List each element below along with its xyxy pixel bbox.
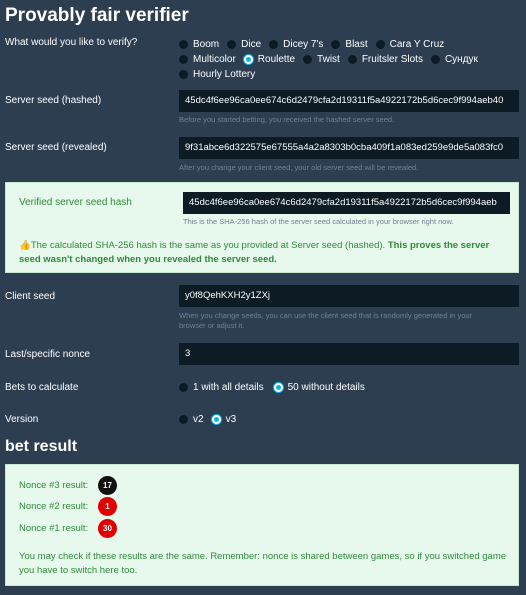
- bets-radio-1-with-all-details[interactable]: [179, 382, 264, 393]
- version-radio-v2[interactable]: [179, 414, 204, 425]
- page-title: Provably fair verifier: [5, 5, 189, 26]
- radio-label: Fruitsler Slots: [361, 54, 423, 65]
- verified-message: 👍The calculated SHA-256 hash is the same as you provided at Server seed (hashed). This proves the server seed wasn't changed when you revealed the server seed.: [19, 240, 490, 265]
- radio-dot-icon[interactable]: [431, 55, 440, 64]
- radio-label: Multicolor: [193, 54, 236, 65]
- nonce-label: Last/specific nonce: [5, 349, 91, 360]
- server-seed-hashed-input[interactable]: 45dc4f6ee96ca0ee674c6d2479cfa2d19311f5a4922172b5d6cec9f994aeb40: [179, 90, 519, 112]
- game-radio-fruitsler-slots[interactable]: [348, 54, 423, 65]
- radio-dot-icon[interactable]: [244, 55, 253, 64]
- radio-dot-icon[interactable]: [348, 55, 357, 64]
- bets-radio-50-without-details[interactable]: [274, 382, 365, 393]
- result-row: [19, 497, 219, 516]
- verified-hash-label: Verified server seed hash: [19, 197, 132, 208]
- result-row: [19, 519, 219, 538]
- verified-hash-input[interactable]: 45dc4f6ee96ca0ee674c6d2479cfa2d19311f5a4922172b5d6cec9f994aeb: [183, 192, 510, 214]
- radio-label: Dice: [241, 39, 262, 50]
- radio-label: Hourly Lottery: [193, 69, 256, 80]
- game-radio-twist[interactable]: [303, 54, 340, 65]
- result-panel: [5, 464, 519, 586]
- result-row-label: Nonce #3 result:: [19, 480, 89, 491]
- radio-label: Blast: [345, 39, 368, 50]
- version-label: Version: [5, 414, 39, 425]
- client-seed-hint: When you change seeds, you can use the client seed that is randomly generated in your browser or adjust it.: [179, 311, 473, 330]
- radio-dot-icon[interactable]: [179, 55, 188, 64]
- result-row: [19, 476, 219, 495]
- radio-dot-icon[interactable]: [212, 415, 221, 424]
- thumbs-up-icon: 👍: [19, 240, 31, 251]
- radio-label: v3: [225, 414, 237, 425]
- version-radio-v3[interactable]: [212, 414, 237, 425]
- radio-dot-icon[interactable]: [179, 40, 188, 49]
- radio-label: Cara Y Cruz: [389, 39, 445, 50]
- radio-dot-icon[interactable]: [303, 55, 312, 64]
- bets-label: Bets to calculate: [5, 382, 79, 393]
- radio-dot-icon[interactable]: [269, 40, 278, 49]
- client-seed-label: Client seed: [5, 291, 56, 302]
- game-radio-group: [179, 37, 519, 82]
- verified-hash-hint: This is the SHA-256 hash of the server seed calculated in your browser right now.: [183, 217, 454, 226]
- radio-label: Boom: [193, 39, 220, 50]
- radio-dot-icon[interactable]: [179, 70, 188, 79]
- game-radio-roulette[interactable]: [244, 54, 295, 65]
- nonce-input[interactable]: 3: [179, 343, 519, 365]
- client-seed-input[interactable]: y0f8QehKXH2y1ZXj: [179, 285, 519, 307]
- game-radio-boom[interactable]: [179, 39, 219, 50]
- radio-dot-icon[interactable]: [179, 415, 188, 424]
- radio-dot-icon[interactable]: [179, 383, 188, 392]
- bets-radio-group: [179, 382, 375, 393]
- radio-label: v2: [193, 414, 204, 425]
- radio-label: Twist: [317, 54, 340, 65]
- server-seed-revealed-label: Server seed (revealed): [5, 142, 107, 153]
- server-seed-revealed-hint: After you change your client seed, your old server seed will be revealed.: [179, 163, 419, 172]
- game-radio-cara-y-cruz[interactable]: [376, 39, 445, 50]
- verified-panel: [5, 182, 519, 273]
- result-number-badge: 30: [98, 519, 117, 538]
- server-seed-revealed-input[interactable]: 9f31abce6d322575e67555a4a2a8303b0cba409f1a083ed259e9de5a083fc0: [179, 137, 519, 159]
- version-radio-group: [179, 414, 244, 425]
- result-heading: bet result: [5, 438, 78, 455]
- radio-label: 50 without details: [287, 382, 365, 393]
- result-number-badge: 1: [98, 497, 117, 516]
- radio-label: Dicey 7's: [283, 39, 324, 50]
- server-seed-hashed-label: Server seed (hashed): [5, 95, 102, 106]
- result-note: You may check if these results are the same. Remember: nonce is shared between games, so if you switched game you have to switch here too.: [19, 551, 507, 576]
- radio-dot-icon[interactable]: [376, 40, 385, 49]
- server-seed-hashed-hint: Before you started betting, you received the hashed server seed.: [179, 115, 395, 124]
- game-radio-dicey-7-s[interactable]: [269, 39, 323, 50]
- radio-label: 1 with all details: [193, 382, 264, 393]
- radio-label: Roulette: [257, 54, 296, 65]
- game-radio-hourly-lottery[interactable]: [179, 69, 255, 80]
- game-radio-multicolor[interactable]: [179, 54, 236, 65]
- verify-label: What would you like to verify?: [5, 37, 138, 48]
- radio-dot-icon[interactable]: [274, 383, 283, 392]
- radio-dot-icon[interactable]: [227, 40, 236, 49]
- result-number-badge: 17: [98, 476, 117, 495]
- game-radio-dice[interactable]: [227, 39, 261, 50]
- game-radio-blast[interactable]: [331, 39, 367, 50]
- game-radio-сундук[interactable]: [431, 54, 478, 65]
- result-row-label: Nonce #1 result:: [19, 523, 89, 534]
- radio-dot-icon[interactable]: [331, 40, 340, 49]
- result-row-label: Nonce #2 result:: [19, 501, 89, 512]
- radio-label: Сундук: [444, 54, 478, 65]
